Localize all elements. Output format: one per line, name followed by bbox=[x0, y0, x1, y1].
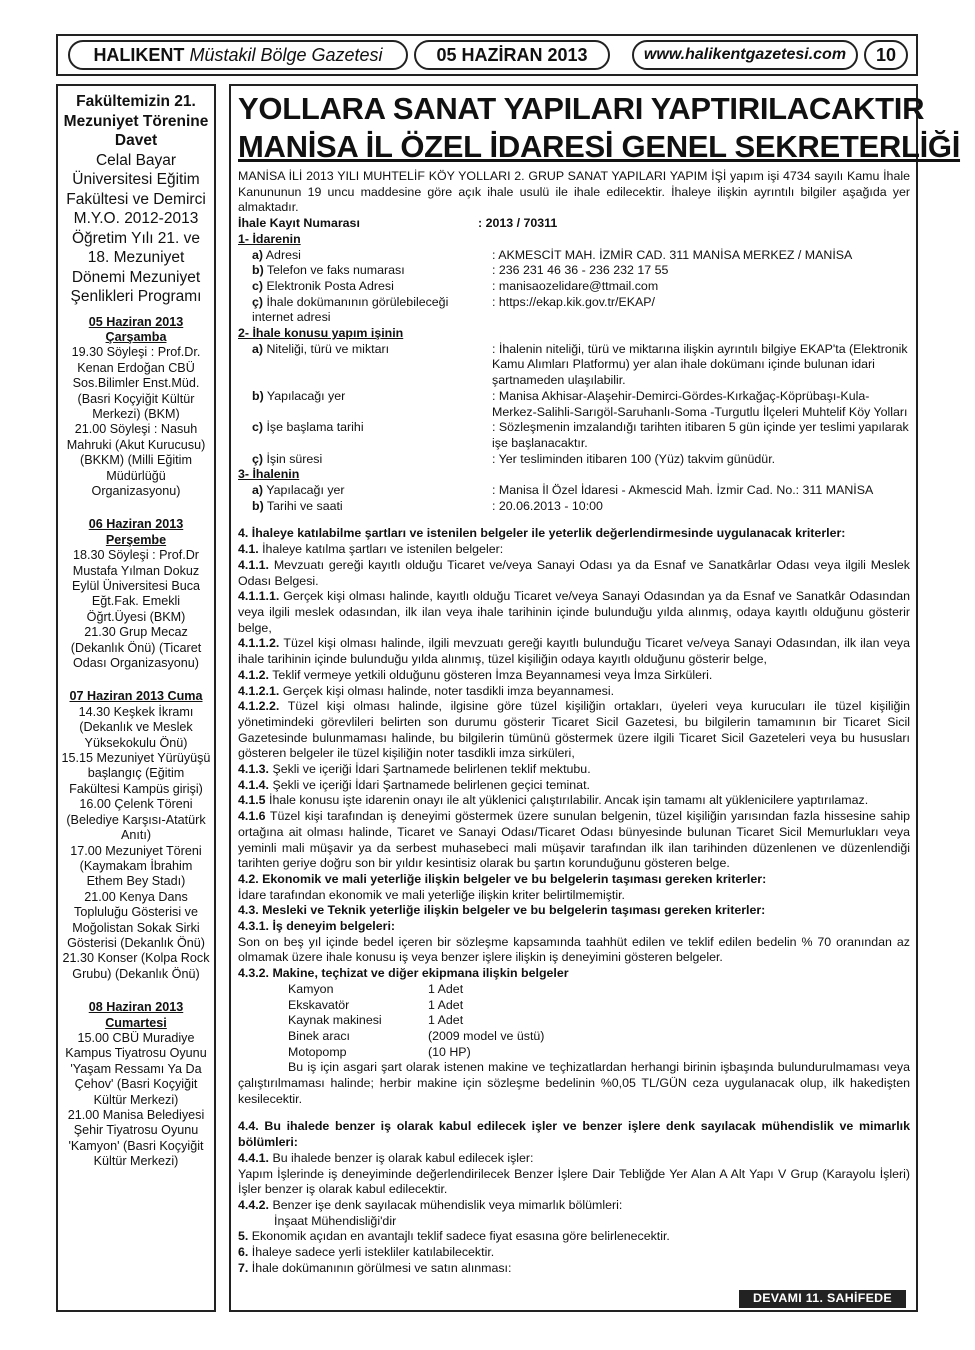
info-letter: ç) bbox=[252, 451, 264, 466]
section-1 bbox=[238, 248, 910, 327]
section-44 bbox=[238, 1151, 910, 1277]
section-44-title: 4.4. Bu ihalede benzer iş olarak kabul edilecek işler ve benzer işlere denk sayılacak mühendislik ve mimarlık bölümleri: bbox=[238, 1119, 910, 1150]
continued-badge: DEVAMI 11. SAHİFEDE bbox=[739, 1290, 906, 1308]
body-paragraph: 4.1.1. Mevzuatı gereği kayıtlı olduğu Ticaret ve/veya Sanayi Odası ya da Esnaf ve Sanatkârlar Odası veya ilgili Meslek Odası Belgesi. bbox=[238, 557, 910, 588]
info-letter: a) bbox=[252, 483, 264, 498]
section-3-title: 3- İhalenin bbox=[238, 467, 300, 482]
sidebar-heading: Fakültemizin 21. Mezuniyet Törenine Davet bbox=[63, 93, 209, 149]
paragraph-number: 4.1.6 bbox=[238, 809, 266, 824]
machine-name: Motopomp bbox=[288, 1044, 347, 1059]
info-value: : AKMESCİT MAH. İZMİR CAD. 311 MANİSA MERKEZ / MANİSA bbox=[492, 247, 853, 262]
body-paragraph: 4.1.6 Tüzel kişi tarafından iş deneyimi göstermek üzere sunulan belgenin, tüzel kişiliğin yarısından fazla hissesine sahip ortağına ait olması halinde, Ticaret ve Sanayi Odası/Ticaret Odası bünyesinde bulunan Ticaret Sicil Memurlukları veya yeminli mali müşavir ya da serbest muhasebeci mali müşavir tarafından ilk ilan tarihinden düzenlenen ve düzenlendiği tarihten geriye doğru son bir yıldır kesintisiz olarak bu şartın korunduğunu gösteren belge. bbox=[238, 809, 910, 871]
info-letter: ç) bbox=[252, 294, 264, 309]
info-label: b) Telefon ve faks numarası bbox=[252, 263, 405, 278]
program-event: 21.00 Söyleşi : Nasuh Mahruki (Akut Kurucusu) (BKKM) (Milli Eğitim Müdürlüğü Organizasyonu) bbox=[66, 422, 206, 498]
body-paragraph: 4.4.2. Benzer işe denk sayılacak mühendislik veya mimarlık bölümleri: bbox=[238, 1198, 623, 1212]
body-paragraph: 6. İhaleye sadece yerli istekliler katılabilecektir. bbox=[238, 1245, 495, 1260]
program-event: 15.00 CBÜ Muradiye Kampus Tiyatrosu Oyunu 'Yaşam Ressamı Ya Da Çehov' (Basri Koçyiğit Kültür Merkezi) bbox=[65, 1030, 207, 1107]
body-paragraph: 4.1.2.2. Tüzel kişi olması halinde, ilgisine göre tüzel kişiliğin ortakları, üyeleri veya kurucuları ile tüzel kişiliğin yönetimindeki görevlileri belirten son durumu gösterir Ticaret Sicil Gazetesi, bu bilgilerin tamamının bir Ticaret Sicil Gazetesinde bulunmaması halinde, bu bilgilerin tümünü göstermek üzere ilgili Ticaret Sicil Gazeteleri veya bu hususları gösteren belgeler ile tüzel kişiliğin noter tasdikli imza sirküleri, bbox=[238, 699, 910, 761]
paragraph-number: 6. bbox=[238, 1245, 249, 1260]
info-letter: b) bbox=[252, 388, 264, 403]
section-3 bbox=[238, 483, 910, 514]
program-event: 19.30 Söyleşi : Prof.Dr. Kenan Erdoğan CBÜ Sos.Bilimler Enst.Müd. (Basri Koçyiğit Kültür Merkezi) (BKM) bbox=[71, 345, 201, 421]
main-article bbox=[229, 84, 961, 1312]
info-label: a) Adresi bbox=[252, 247, 301, 262]
machine-qty: 1 Adet bbox=[428, 981, 464, 996]
intro-paragraph: MANİSA İLİ 2013 YILI MUHTELİF KÖY YOLLARI 2. GRUP SANAT YAPILARI YAPIM İŞİ yapım işi 4734 sayılı Kamu İhale Kanununun 19 uncu maddesine göre açık ihale usulü ile ihale edilecektir. İhaleye ilişkin ayrıntılı bilgiler aşağıda yer almaktadır. bbox=[238, 169, 910, 215]
machine-name: Ekskavatör bbox=[288, 997, 350, 1012]
info-letter: b) bbox=[252, 263, 264, 278]
body-paragraph: İdare tarafından ekonomik ve mali yeterliğe ilişkin kriter belirtilmemiştir. bbox=[238, 887, 626, 902]
body-paragraph: 4.4.1. Bu ihalede benzer iş olarak kabul edilecek işler: bbox=[238, 1150, 534, 1165]
info-letter: a) bbox=[252, 247, 264, 262]
paragraph-number: 4.1. bbox=[238, 542, 259, 557]
program-event: 21.30 Grup Mecaz (Dekanlık Önü) (Ticaret Odası Organizasyonu) bbox=[70, 625, 202, 671]
program-day-title: 08 Haziran 2013 Cumartesi bbox=[88, 1000, 184, 1030]
info-row bbox=[238, 483, 910, 499]
website-link[interactable]: www.halikentgazetesi.com bbox=[632, 40, 858, 70]
paragraph-number: 4.1.5 bbox=[238, 793, 266, 808]
machine-qty: 1 Adet bbox=[428, 997, 464, 1012]
info-label: b) Yapılacağı yer bbox=[252, 388, 346, 403]
machine-row bbox=[238, 998, 910, 1014]
program-gap bbox=[61, 982, 211, 992]
info-row bbox=[238, 263, 910, 279]
info-row bbox=[238, 279, 910, 295]
paragraph-number: 4.1.4. bbox=[238, 777, 270, 792]
machine-qty: 1 Adet bbox=[428, 1013, 464, 1028]
body-paragraph: 4.1.2.1. Gerçek kişi olması halinde, noter tasdikli imza beyannamesi. bbox=[238, 683, 615, 698]
info-label: a) Yapılacağı yer bbox=[252, 483, 345, 498]
program-event: 17.00 Mezuniyet Töreni (Kaymakam İbrahim Ethem Bey Stadı) bbox=[70, 843, 202, 889]
info-value: : 236 231 46 36 - 236 232 17 55 bbox=[492, 263, 669, 278]
kayit-row: İhale Kayıt Numarası : 2013 / 70311 bbox=[238, 216, 558, 231]
paper-subtitle: Müstakil Bölge Gazetesi bbox=[189, 44, 383, 65]
paragraph-number: 4.4.2. bbox=[238, 1198, 270, 1212]
info-value: : https://ekap.kik.gov.tr/EKAP/ bbox=[492, 294, 655, 309]
info-label: a) Niteliği, türü ve miktarı bbox=[252, 341, 390, 356]
machine-row bbox=[238, 1013, 910, 1029]
program-event: 21.00 Kenya Dans Topluluğu Gösterisi ve Moğolistan Sokak Sirki Gösterisi (Dekanlık Önü) bbox=[67, 889, 205, 950]
program-event: 21.00 Manisa Belediyesi Şehir Tiyatrosu Oyunu 'Kamyon' (Basri Koçyiğit Kültür Merkezi) bbox=[67, 1108, 205, 1169]
info-value: : Yer tesliminden itibaren 100 (Yüz) takvim günüdür. bbox=[492, 451, 776, 466]
program-days bbox=[61, 315, 211, 1170]
program-event: 18.30 Söyleşi : Prof.Dr Mustafa Yılman Dokuz Eylül Üniversitesi Buca Eğt.Fak. Emekli Öğrt.Üyesi (BKM) bbox=[71, 548, 201, 624]
info-label: c) İşe başlama tarihi bbox=[252, 420, 364, 435]
paragraph-number: 5. bbox=[238, 1229, 249, 1244]
body-paragraph: 4.1.1.1. Gerçek kişi olması halinde, kayıtlı olduğu Ticaret ve/veya Sanayi Odasından ya da Esnaf ve Sanatkâr Odasından veya ilgili meslek odasından, ilk ilan veya ihale tarihinin içinde bulunduğu yılda alınmış, odaya kayıtlı olduğunu gösterir belge, bbox=[238, 589, 910, 635]
section-4 bbox=[238, 542, 910, 982]
program-gap bbox=[61, 499, 211, 509]
info-value: : Sözleşmenin imzalandığı tarihten itibaren 5 gün içinde yer teslimi yapılarak işe başlanacaktır. bbox=[492, 420, 909, 450]
section-4-title: 4. İhaleye katılabilme şartları ve istenilen belgeler ile yeterlik değerlendirmesinde uygulanacak kriterler: bbox=[238, 526, 846, 541]
program-day-title: 06 Haziran 2013 Perşembe bbox=[88, 517, 184, 547]
body-paragraph: 4.3. Mesleki ve Teknik yeterliğe ilişkin belgeler ve bu belgelerin taşıması gereken kriterler: bbox=[238, 903, 766, 918]
program-event: 15.15 Mezuniyet Yürüyüşü başlangıç (Eğitim Fakültesi Kampüs girişi) bbox=[61, 751, 211, 796]
machines-note: Bu iş için asgari şart olarak istenen makine ve teçhizatlardan herhangi birinin işbaşında bulundurulmaması veya çalıştırılmaması halinde; herbir makine için sözleşme bedelinin %0,05 TL/GÜN ceza uygulanacak olup, ilk hakedişten kesilecektir. bbox=[238, 1060, 910, 1106]
body-paragraph: 4.1.4. Şekli ve içeriği İdari Şartnamede belirlenen geçici teminat. bbox=[238, 777, 590, 792]
section-1-title: 1- İdarenin bbox=[238, 231, 301, 246]
issue-date: 05 HAZİRAN 2013 bbox=[414, 40, 610, 70]
body-paragraph: 4.1.1.2. Tüzel kişi olması halinde, ilgili mevzuatı gereği kayıtlı bulunduğu Ticaret ve/veya Sanayi Odasından, ilk ilan veya ihale tarihinin içinde bulunduğu yılda alınmış, tüzel kişiliğin odaya kayıtlı olduğunu gösterir belge, bbox=[238, 636, 910, 667]
body-paragraph: 4.2. Ekonomik ve mali yeterliğe ilişkin belgeler ve bu belgelerin taşıması gereken kriterler: bbox=[238, 871, 767, 886]
program-day-title: 07 Haziran 2013 Cuma bbox=[69, 689, 203, 704]
info-value: : 20.06.2013 - 10:00 bbox=[492, 498, 603, 513]
info-label: ç) İşin süresi bbox=[252, 451, 323, 466]
info-label: c) Elektronik Posta Adresi bbox=[252, 278, 394, 293]
program-event: 16.00 Çelenk Töreni (Belediye Karşısı-Atatürk Anıtı) bbox=[66, 797, 206, 843]
machine-name: Binek aracı bbox=[288, 1028, 350, 1043]
section-2 bbox=[238, 342, 910, 468]
info-label: ç) İhale dokümanının görülebileceği internet adresi bbox=[252, 294, 449, 325]
machine-row bbox=[238, 1029, 910, 1045]
info-letter: c) bbox=[252, 420, 264, 435]
sidebar-program bbox=[56, 84, 216, 1312]
info-row bbox=[238, 342, 910, 389]
info-row bbox=[238, 452, 910, 468]
paragraph-number: 4.1.2.2. bbox=[238, 699, 280, 714]
body-paragraph: 4.1.2. Teklif vermeye yetkili olduğunu gösteren İmza Beyannamesi veya İmza Sirküleri. bbox=[238, 667, 713, 682]
info-row bbox=[238, 295, 910, 326]
paragraph-number: 7. bbox=[238, 1260, 249, 1275]
machine-row bbox=[238, 982, 910, 998]
machine-name: Kaynak makinesi bbox=[288, 1013, 382, 1028]
program-event: 21.30 Konser (Kolpa Rock Grubu) (Dekanlık Önü) bbox=[62, 951, 210, 981]
page-number: 10 bbox=[864, 40, 908, 70]
paper-name: HALIKENT bbox=[93, 44, 185, 65]
body-paragraph: 4.3.2. Makine, teçhizat ve diğer ekipmana ilişkin belgeler bbox=[238, 966, 569, 981]
sidebar-intro: Celal Bayar Üniversitesi Eğitim Fakültesi ve Demirci M.Y.O. 2012-2013 Öğretim Yılı 21. ve 18. Mezuniyet Dönemi Mezuniyet Şenlikleri Programı bbox=[66, 151, 206, 305]
machine-list bbox=[238, 982, 910, 1061]
paragraph-number: 4.1.3. bbox=[238, 762, 270, 777]
headline: YOLLARA SANAT YAPILARI YAPTIRILACAKTIR bbox=[238, 91, 925, 126]
program-gap bbox=[61, 671, 211, 681]
info-value: : Manisa İl Özel İdaresi - Akmescid Mah. İzmir Cad. No.: 311 MANİSA bbox=[492, 483, 874, 498]
info-row bbox=[238, 248, 910, 264]
body-paragraph: 4.1.5 İhale konusu işte idarenin onayı ile alt yüklenici çalıştırılabilir. Ancak işin tamamı alt yüklenicilere yaptırılamaz. bbox=[238, 793, 869, 808]
paragraph-number: 4.1.1.2. bbox=[238, 636, 280, 651]
body-paragraph: 4.1.3. Şekli ve içeriği İdari Şartnamede belirlenen teklif mektubu. bbox=[238, 762, 591, 777]
info-label: b) Tarihi ve saati bbox=[252, 498, 343, 513]
body-paragraph: 4.3.1. İş deneyim belgeleri: bbox=[238, 919, 396, 934]
masthead bbox=[68, 40, 408, 70]
info-letter: c) bbox=[252, 278, 264, 293]
subhead: MANİSA İL ÖZEL İDARESİ GENEL SEKRETERLİĞİ bbox=[238, 129, 961, 164]
program-day-title: 05 Haziran 2013 Çarşamba bbox=[88, 314, 184, 344]
body-paragraph: Son on beş yıl içinde bedel içeren bir sözleşme kapsamında taahhüt edilen ve teklif edilen bedelin % 70 oranından az olmamak üzere ihale konusu iş veya benzer işlere ilişkin iş deneyimini gösteren belgeler. bbox=[238, 934, 910, 965]
paragraph-number: 4.1.1. bbox=[238, 557, 270, 572]
paragraph-number: 4.1.2. bbox=[238, 667, 270, 682]
paragraph-number: 4.1.1.1. bbox=[238, 589, 280, 604]
body-paragraph: İnşaat Mühendisliği'dir bbox=[274, 1213, 397, 1228]
info-letter: b) bbox=[252, 498, 264, 513]
info-value: : İhalenin niteliği, türü ve miktarına ilişkin ayrıntılı bilgiye EKAP'ta (Elektronik Kamu Alımları Platformu) yer alan ihale dokümanı içinde bulunan idari şartnameden ulaşılabilir. bbox=[492, 341, 908, 388]
program-event: 14.30 Keşkek İkramı (Dekanlık ve Meslek Yüksekokulu Önü) bbox=[78, 704, 194, 750]
section-2-title: 2- İhale konusu yapım işinin bbox=[238, 326, 404, 341]
paragraph-number: 4.1.2.1. bbox=[238, 683, 280, 698]
body-paragraph: Yapım İşlerinde iş deneyiminde değerlendirilecek Benzer İşlere Dair Tebliğde Yer Alan A Alt Yapı V Grup (Karayolu İşleri) İşler benzer iş olarak kabul edilecektir. bbox=[238, 1166, 910, 1197]
machine-qty: (2009 model ve üstü) bbox=[428, 1028, 545, 1043]
info-value: : Manisa Akhisar-Alaşehir-Demirci-Gördes-Kırkağaç-Köprübaşı-Kula-Merkez-Salihli-Sarıgöl-Saruhanlı-Soma -Turgutlu İlçeleri Muhtelif Köy Yolları bbox=[492, 388, 908, 419]
body-paragraph: 7. İhale dokümanının görülmesi ve satın alınması: bbox=[238, 1260, 512, 1275]
body-paragraph: 5. Ekonomik açıdan en avantajlı teklif sadece fiyat esasına göre belirlenecektir. bbox=[238, 1229, 670, 1244]
info-row bbox=[238, 420, 910, 451]
info-row bbox=[238, 499, 910, 515]
machine-row bbox=[238, 1045, 910, 1061]
paragraph-number: 4.4.1. bbox=[238, 1150, 270, 1165]
info-value: : manisaozelidare@ttmail.com bbox=[492, 278, 659, 293]
body-paragraph: 4.1. İhaleye katılma şartları ve istenilen belgeler: bbox=[238, 542, 504, 557]
info-row bbox=[238, 389, 910, 420]
machine-name: Kamyon bbox=[288, 981, 334, 996]
info-letter: a) bbox=[252, 341, 264, 356]
machine-qty: (10 HP) bbox=[428, 1044, 471, 1059]
